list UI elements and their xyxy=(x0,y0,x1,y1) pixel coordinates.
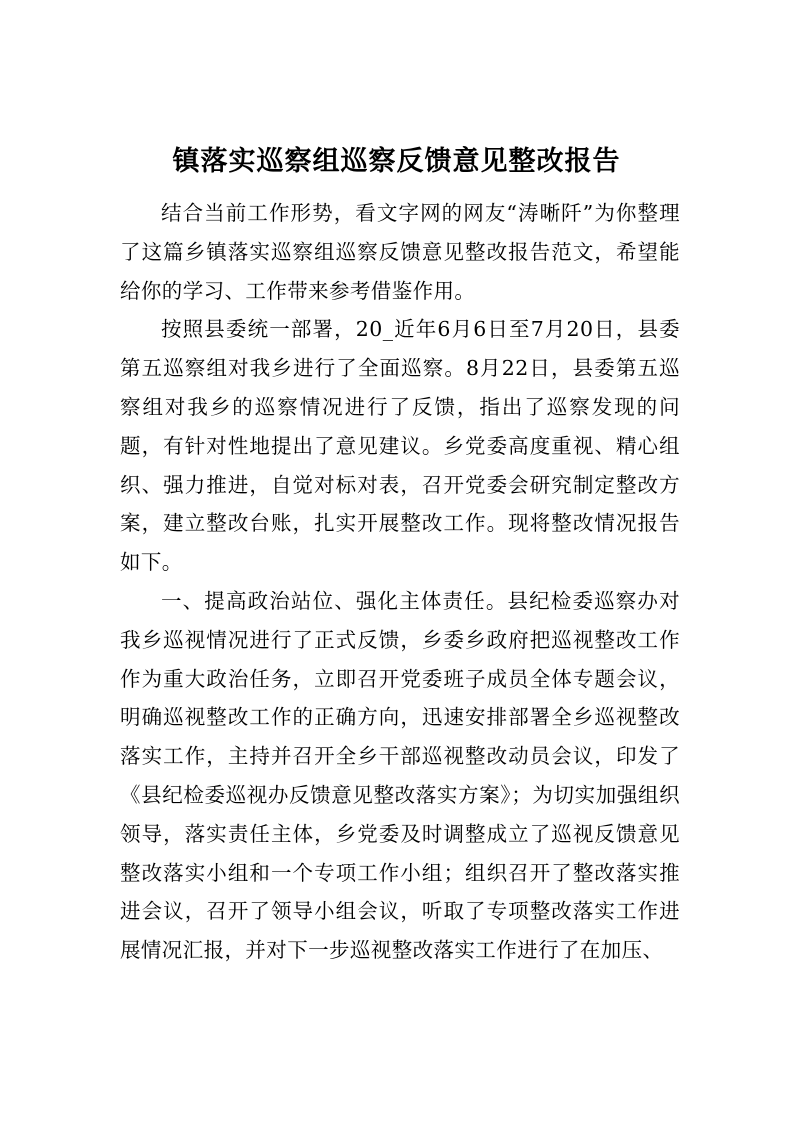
paragraph-intro: 结合当前工作形势，看文字网的网友“涛晰阡”为你整理了这篇乡镇落实巡察组巡察反馈意见整改报告范文，希望能给你的学习、工作带来参考借鉴作用。 xyxy=(120,201,680,303)
paragraph-section-one: 一、提高政治站位、强化主体责任。县纪检委巡察办对我乡巡视情况进行了正式反馈，乡委乡政府把巡视整改工作作为重大政治任务，立即召开党委班子成员全体专题会议，明确巡视整改工作的正确方向，迅速安排部署全乡巡视整改落实工作，主持并召开全乡干部巡视整改动员会议，印发了《县纪检委巡视办反馈意见整改落实方案》；为切实加强组织领导，落实责任主体，乡党委及时调整成立了巡视反馈意见整改落实小组和一个专项工作小组；组织召开了整改落实推进会议，召开了领导小组会议，听取了专项整改落实工作进展情况汇报，并对下一步巡视整改落实工作进行了在加压、 xyxy=(120,588,680,963)
document-body xyxy=(120,194,680,970)
paragraph-background: 按照县委统一部署，20_近年6月6日至7月20日，县委第五巡察组对我乡进行了全面巡察。8月22日，县委第五巡察组对我乡的巡察情况进行了反馈，指出了巡察发现的问题，有针对性地提出了意见建议。乡党委高度重视、精心组织、强力推进，自觉对标对表，召开党委会研究制定整改方案，建立整改台账，扎实开展整改工作。现将整改情况报告如下。 xyxy=(120,317,680,575)
document-title: 镇落实巡察组巡察反馈意见整改报告 xyxy=(172,146,621,178)
